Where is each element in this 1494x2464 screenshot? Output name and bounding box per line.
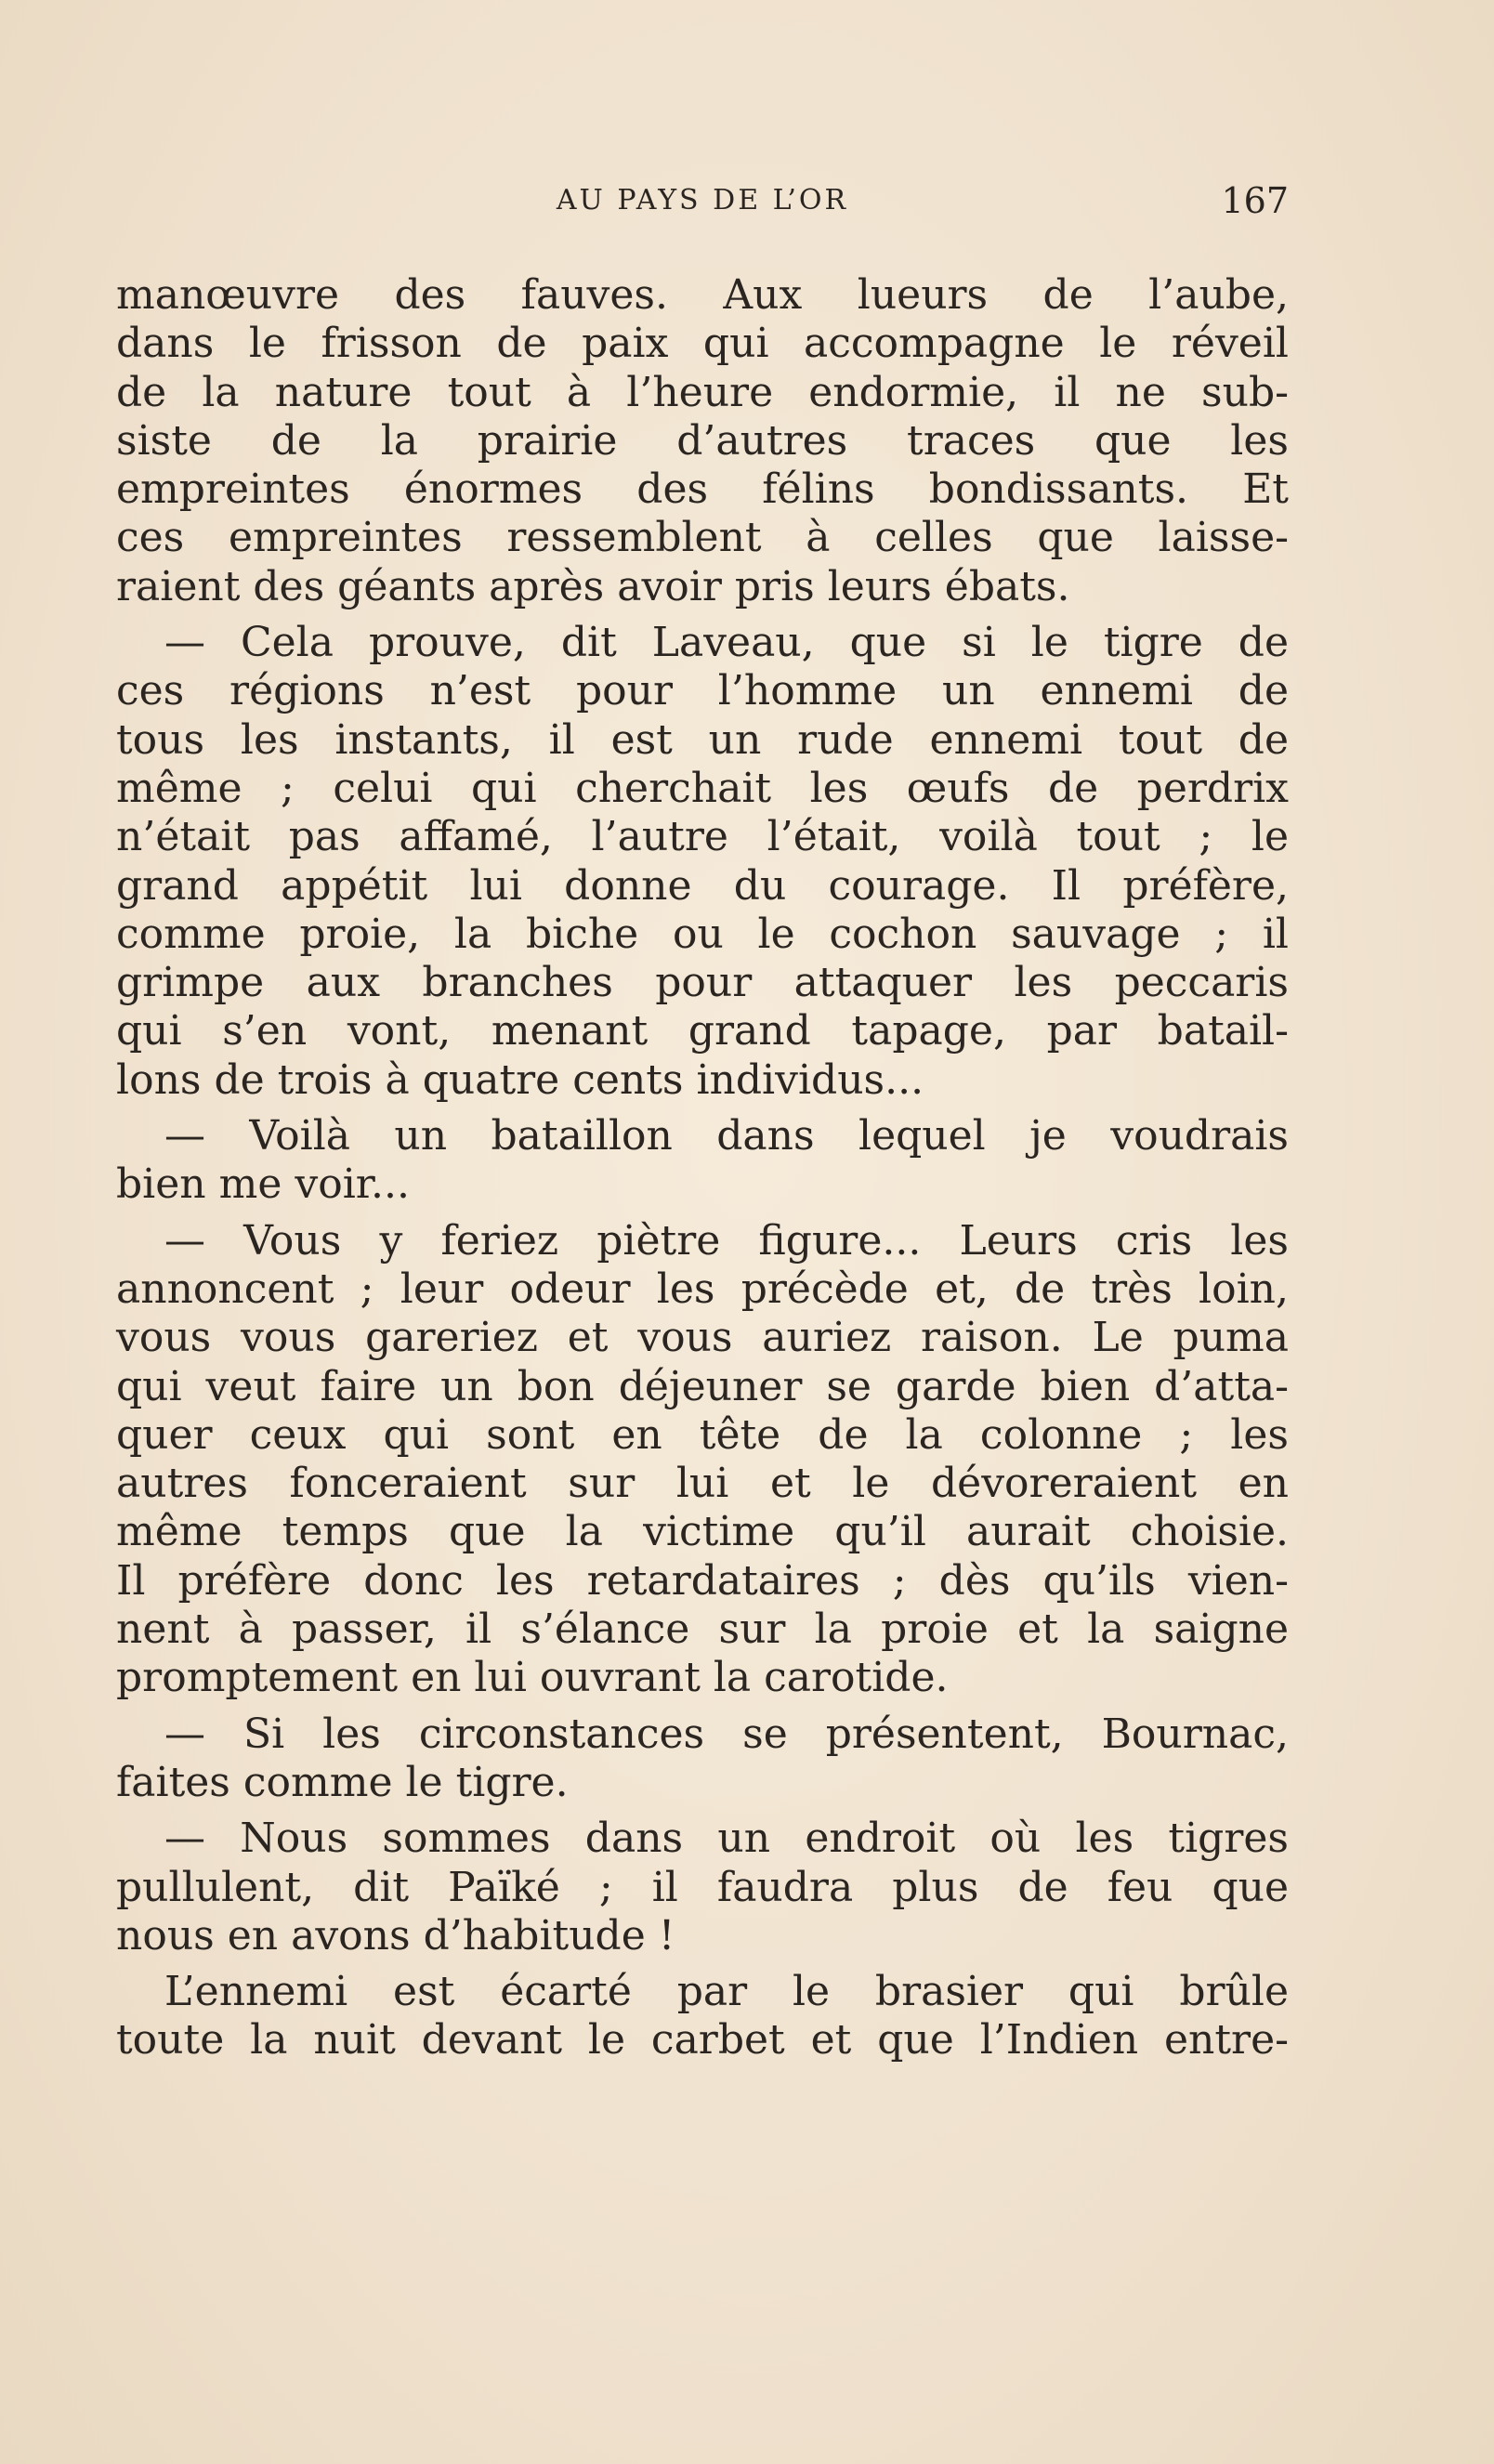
text-line: faites comme le tigre. [116, 1758, 569, 1806]
text-line: qui veut faire un bon déjeuner se garde bien d’atta- [116, 1362, 1289, 1410]
paragraph [116, 619, 1289, 1105]
text-line: promptement en lui ouvrant la carotide. [116, 1654, 949, 1702]
paragraph [116, 1968, 1289, 2065]
text-line: annoncent ; leur odeur les précède et, de très loin, [116, 1265, 1289, 1313]
text-line: Il préfère donc les retardataires ; dès qu’ils vien- [116, 1556, 1289, 1605]
text-line: ces régions n’est pour l’homme un ennemi de [116, 667, 1289, 715]
text-line: — Si les circonstances se présentent, Bournac, [164, 1710, 1289, 1758]
text-line: ces empreintes ressemblent à celles que laisse- [116, 514, 1289, 562]
text-line: bien me voir... [116, 1160, 410, 1209]
text-line: — Voilà un bataillon dans lequel je voudrais [164, 1112, 1289, 1160]
text-line: quer ceux qui sont en tête de la colonne ; les [116, 1410, 1289, 1459]
text-line: nent à passer, il s’élance sur la proie et la saigne [116, 1606, 1289, 1654]
text-line: de la nature tout à l’heure endormie, il ne sub- [116, 368, 1289, 416]
text-line: — Nous sommes dans un endroit où les tigres [164, 1815, 1289, 1863]
text-line: autres fonceraient sur lui et le dévoreraient en [116, 1460, 1289, 1508]
text-line: vous vous gareriez et vous auriez raison. Le puma [116, 1314, 1289, 1362]
text-line: qui s’en vont, menant grand tapage, par batail- [116, 1007, 1289, 1055]
paragraph [116, 1815, 1289, 1960]
text-line: lons de trois à quatre cents individus... [116, 1055, 924, 1104]
text-line: nous en avons d’habitude ! [116, 1911, 675, 1959]
text-line: pullulent, dit Païké ; il faudra plus de feu que [116, 1863, 1289, 1911]
text-line: — Vous y feriez piètre figure... Leurs cris les [164, 1216, 1289, 1265]
running-head [116, 177, 1289, 225]
text-line: dans le frisson de paix qui accompagne le réveil [116, 320, 1289, 368]
text-line: L’ennemi est écarté par le brasier qui brûle [164, 1968, 1289, 2016]
text-line: tous les instants, il est un rude ennemi tout de [116, 715, 1289, 764]
text-line: raient des géants après avoir pris leurs ébats. [116, 562, 1070, 610]
running-title: AU PAYS DE L’OR [556, 184, 849, 216]
text-line: grimpe aux branches pour attaquer les peccaris [116, 959, 1289, 1007]
text-line: empreintes énormes des félins bondissants. Et [116, 465, 1289, 514]
text-line: grand appétit lui donne du courage. Il préfère, [116, 861, 1289, 910]
text-line: toute la nuit devant le carbet et que l’Indien entre- [116, 2016, 1289, 2064]
text-line: siste de la prairie d’autres traces que les [116, 416, 1289, 465]
text-line: comme proie, la biche ou le cochon sauvage ; il [116, 910, 1289, 958]
paragraph [116, 1112, 1289, 1210]
paragraph [116, 271, 1289, 611]
text-line: n’était pas affamé, l’autre l’était, voilà tout ; le [116, 813, 1289, 861]
body-text [116, 271, 1289, 2065]
paragraph [116, 1217, 1289, 1703]
text-line: manœuvre des fauves. Aux lueurs de l’aube, [116, 271, 1289, 319]
text-line: même temps que la victime qu’il aurait choisie. [116, 1508, 1289, 1556]
paragraph [116, 1710, 1289, 1808]
text-line: même ; celui qui cherchait les œufs de perdrix [116, 764, 1289, 812]
page-number: 167 [1221, 180, 1289, 221]
text-line: — Cela prouve, dit Laveau, que si le tigre de [164, 619, 1289, 667]
